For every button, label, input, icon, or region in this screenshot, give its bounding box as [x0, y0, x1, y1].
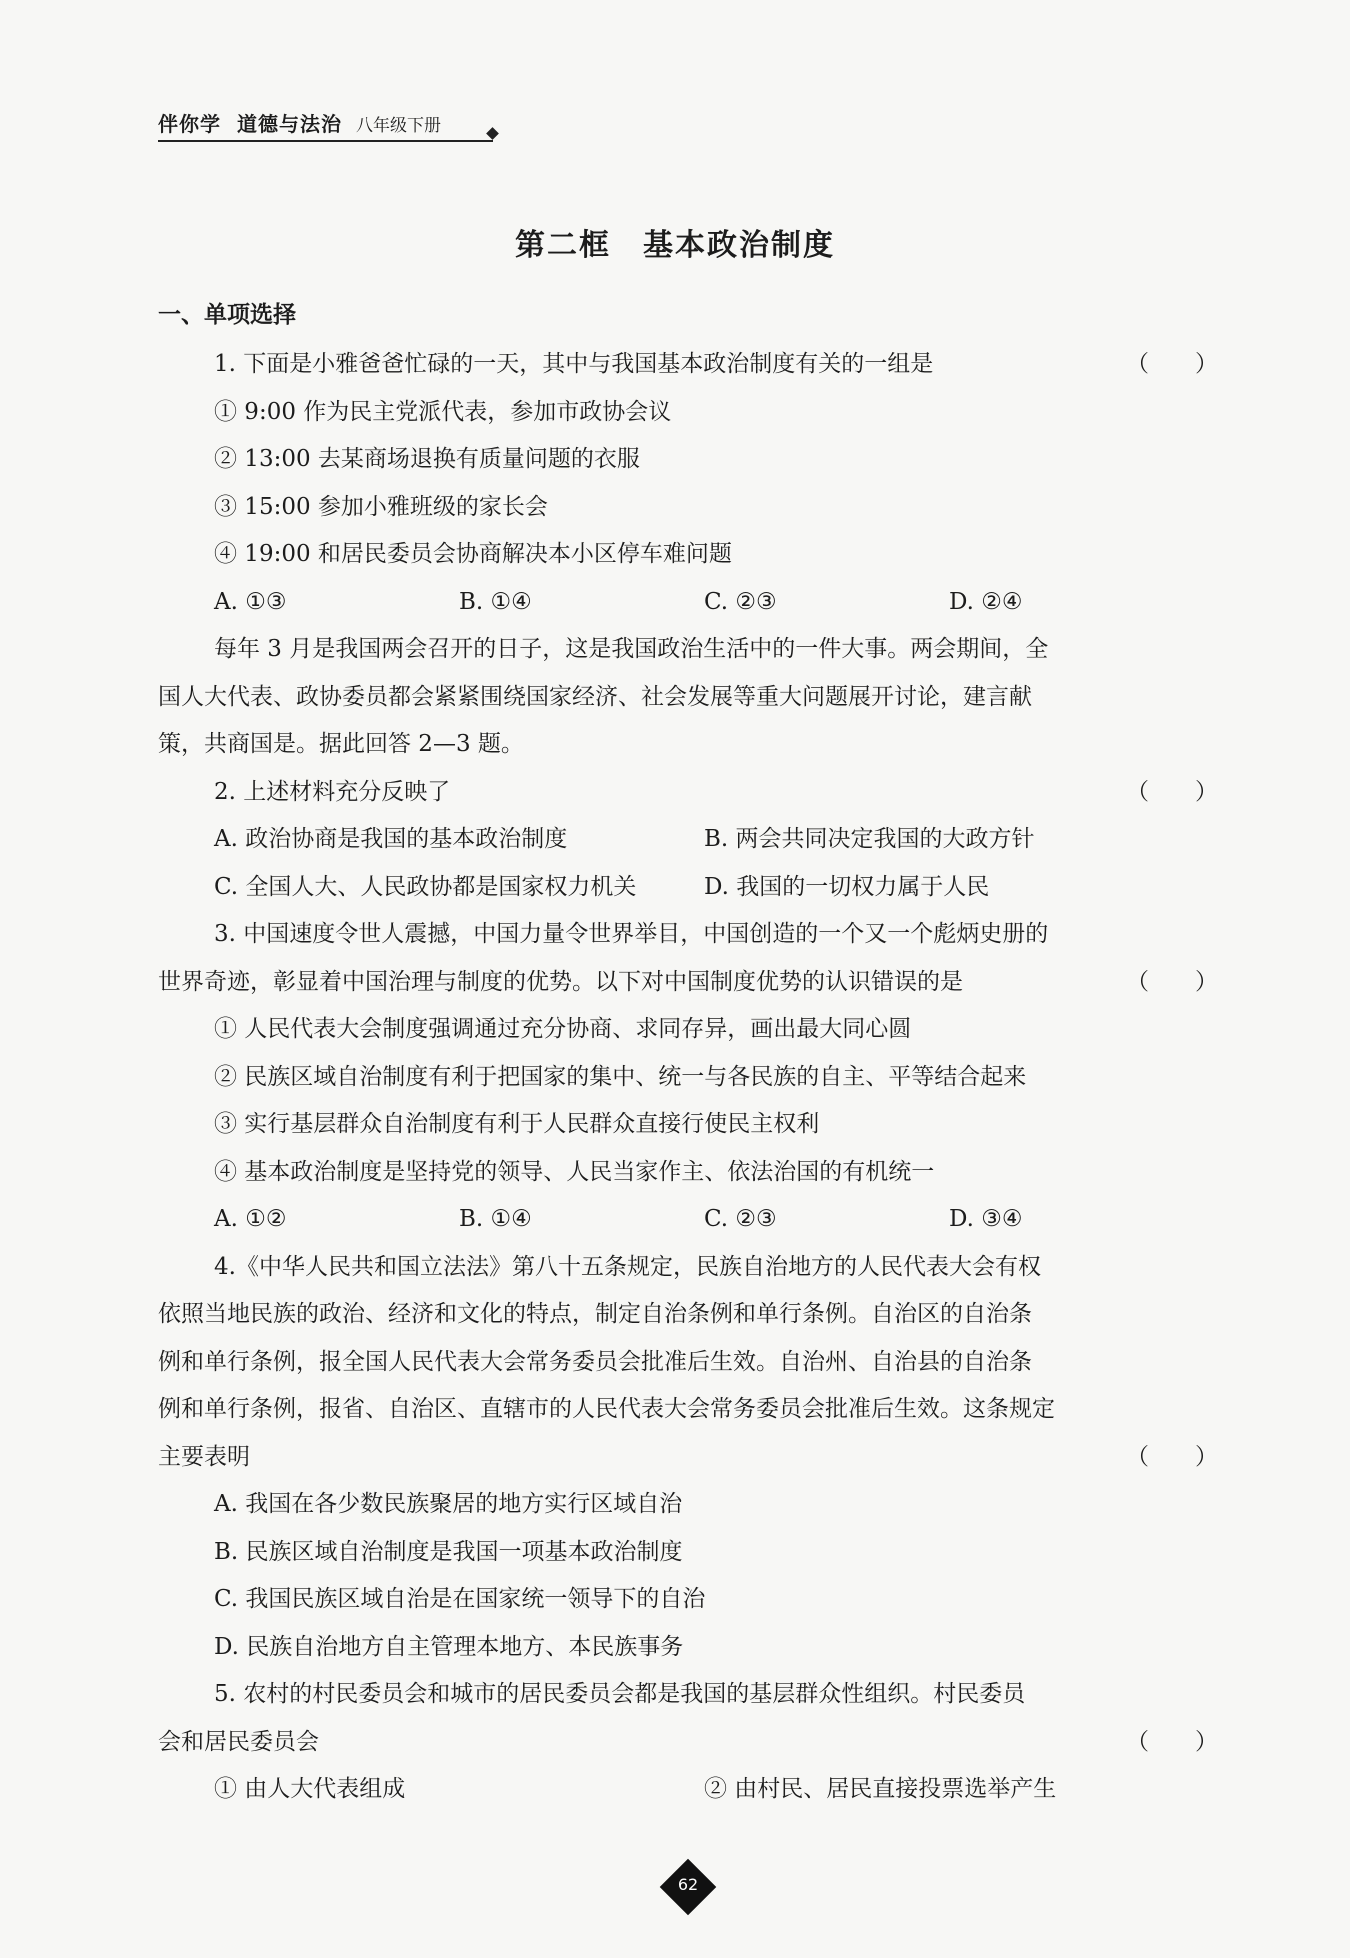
q5-stem-line — [158, 1719, 1218, 1767]
q4-stem-line — [158, 1434, 1218, 1482]
q4-answer-bracket: （ ） — [1126, 1443, 1218, 1470]
q2-answer-bracket: （ ） — [1126, 778, 1218, 805]
q5-item: ① 由人大代表组成 — [214, 1776, 406, 1802]
q2-options-row — [158, 816, 1218, 864]
q1-option-d: D. ②④ — [949, 588, 1023, 615]
header-subject: 道德与法治 — [237, 112, 342, 136]
q3-stem-line: 3. 中国速度令世人震撼，中国力量令世界举目，中国创造的一个又一个彪炳史册的 — [214, 921, 1049, 947]
q2-stem — [158, 769, 1218, 817]
q4-option-b: B. 民族区域自治制度是我国一项基本政治制度 — [214, 1538, 683, 1565]
q3-item: ④ 基本政治制度是坚持党的领导、人民当家作主、依法治国的有机统一 — [214, 1158, 935, 1185]
q4-option-c: C. 我国民族区域自治是在国家统一领导下的自治 — [214, 1586, 706, 1612]
q1-answer-bracket: （ ） — [1126, 351, 1218, 377]
header-brand: 伴你学 — [158, 112, 221, 136]
q4-stem-line: 依照当地民族的政治、经济和文化的特点，制定自治条例和单行条例。自治区的自治条 — [158, 1301, 1032, 1327]
page-number: 62 — [677, 1875, 699, 1894]
header-grade: 八年级下册 — [356, 116, 441, 136]
material-line: 国人大代表、政协委员都会紧紧围绕国家经济、社会发展等重大问题展开讨论，建言献 — [158, 683, 1032, 710]
q5-answer-bracket: （ ） — [1126, 1728, 1218, 1755]
q1-stem — [158, 341, 1218, 389]
q3-options — [158, 1196, 1218, 1244]
q4-option-d: D. 民族自治地方自主管理本地方、本民族事务 — [214, 1633, 684, 1660]
q4-option-a: A. 我国在各少数民族聚居的地方实行区域自治 — [214, 1491, 683, 1517]
q1-item: ② 13:00 去某商场退换有质量问题的衣服 — [214, 446, 640, 472]
q5-item: ② 由村民、居民直接投票选举产生 — [704, 1776, 1057, 1802]
q2-option-a: A. 政治协商是我国的基本政治制度 — [214, 826, 568, 852]
q1-stem-text: 1. 下面是小雅爸爸忙碌的一天，其中与我国基本政治制度有关的一组是 — [214, 351, 934, 377]
q5-stem-text: 会和居民委员会 — [158, 1728, 319, 1755]
question-content — [158, 341, 1218, 1814]
q3-stem-line — [158, 959, 1218, 1007]
q3-stem-text: 世界奇迹，彰显着中国治理与制度的优势。以下对中国制度优势的认识错误的是 — [158, 968, 963, 995]
q3-option-c: C. ②③ — [704, 1206, 777, 1232]
q4-stem-line: 例和单行条例，报全国人民代表大会常务委员会批准后生效。自治州、自治县的自治条 — [158, 1348, 1032, 1375]
q3-option-a: A. ①② — [214, 1206, 287, 1232]
q3-item: ① 人民代表大会制度强调通过充分协商、求同存异，画出最大同心圆 — [214, 1016, 912, 1042]
q3-item: ③ 实行基层群众自治制度有利于人民群众直接行使民主权利 — [214, 1111, 820, 1137]
q3-item: ② 民族区域自治制度有利于把国家的集中、统一与各民族的自主、平等结合起来 — [214, 1063, 1027, 1090]
q3-option-b: B. ①④ — [459, 1206, 532, 1232]
q2-stem-text: 2. 上述材料充分反映了 — [214, 778, 451, 805]
q1-options — [158, 579, 1218, 627]
section-title: 一、单项选择 — [158, 302, 296, 328]
material-line: 每年 3 月是我国两会召开的日子，这是我国政治生活中的一件大事。两会期间，全 — [214, 636, 1049, 662]
q1-option-b: B. ①④ — [459, 588, 532, 615]
q1-option-a: A. ①③ — [214, 588, 287, 615]
q2-option-c: C. 全国人大、人民政协都是国家权力机关 — [214, 873, 637, 900]
q3-answer-bracket: （ ） — [1126, 968, 1218, 995]
q1-item: ③ 15:00 参加小雅班级的家长会 — [214, 493, 548, 520]
q1-item: ① 9:00 作为民主党派代表，参加市政协会议 — [214, 398, 672, 425]
q5-stem-line: 5. 农村的村民委员会和城市的居民委员会都是我国的基层群众性组织。村民委员 — [214, 1681, 1026, 1707]
q3-option-d: D. ③④ — [949, 1206, 1023, 1232]
page-title: 第二框 基本政治制度 — [515, 228, 835, 263]
q1-item: ④ 19:00 和居民委员会协商解决本小区停车难问题 — [214, 541, 732, 567]
q4-stem-line: 例和单行条例，报省、自治区、直辖市的人民代表大会常务委员会批准后生效。这条规定 — [158, 1396, 1055, 1422]
q1-option-c: C. ②③ — [704, 588, 777, 615]
q5-items-row — [158, 1766, 1218, 1814]
q4-stem-text: 主要表明 — [158, 1443, 250, 1470]
book-header — [158, 108, 493, 142]
q2-option-d: D. 我国的一切权力属于人民 — [704, 873, 990, 900]
q4-stem-line: 4.《中华人民共和国立法法》第八十五条规定，民族自治地方的人民代表大会有权 — [214, 1253, 1041, 1280]
material-line: 策，共商国是。据此回答 2—3 题。 — [158, 731, 524, 757]
q2-options-row — [158, 864, 1218, 912]
q2-option-b: B. 两会共同决定我国的大政方针 — [704, 826, 1035, 852]
